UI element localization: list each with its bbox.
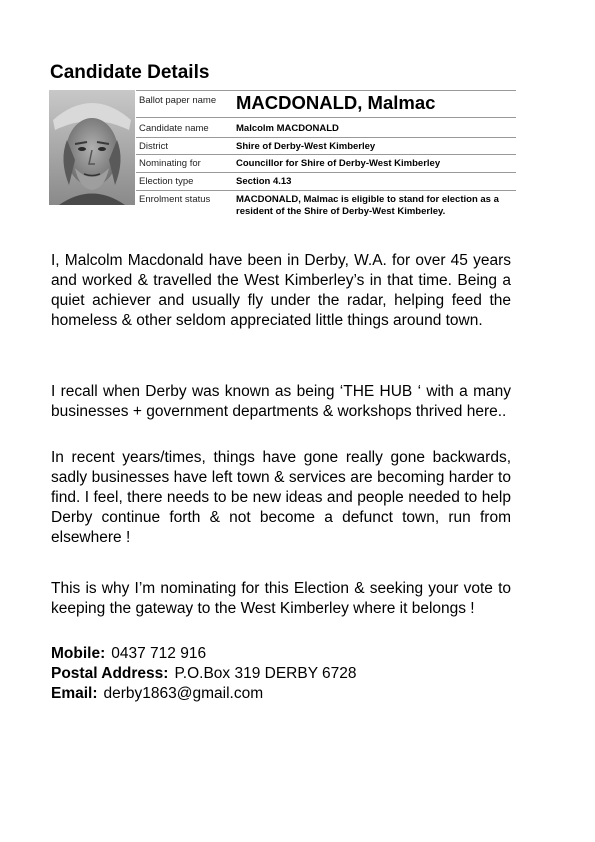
statement-paragraph-4: This is why I’m nominating for this Election & seeking your vote to keeping the gateway to the West Kimberley where it belongs ! bbox=[51, 580, 511, 617]
candidate-name-value: Malcolm MACDONALD bbox=[236, 123, 339, 134]
election-type-label: Election type bbox=[139, 176, 194, 187]
candidate-photo bbox=[49, 90, 135, 205]
nominating-for-value: Councillor for Shire of Derby-West Kimberley bbox=[236, 158, 441, 169]
page-title: Candidate Details bbox=[50, 62, 210, 83]
election-type-value: Section 4.13 bbox=[236, 176, 292, 187]
contact-email bbox=[51, 685, 263, 703]
contact-postal bbox=[51, 665, 357, 683]
contact-mobile bbox=[51, 645, 206, 663]
enrolment-status-label: Enrolment status bbox=[139, 194, 211, 205]
candidate-name-label: Candidate name bbox=[139, 123, 209, 134]
mobile-label: Mobile: bbox=[51, 645, 106, 662]
divider bbox=[136, 90, 516, 91]
email-value: derby1863@gmail.com bbox=[103, 685, 264, 702]
divider bbox=[136, 190, 516, 191]
divider bbox=[136, 117, 516, 118]
candidate-portrait-image bbox=[49, 90, 135, 205]
nominating-for-label: Nominating for bbox=[139, 158, 201, 169]
mobile-value: 0437 712 916 bbox=[111, 645, 207, 662]
statement-paragraph-1: I, Malcolm Macdonald have been in Derby, W.A. for over 45 years and worked & travelled the West Kimberley’s in that time. Being a quiet achiever and usually fly under the radar, helping feed the homeless & other seldom appreciated little things around town. bbox=[51, 252, 511, 329]
district-value: Shire of Derby-West Kimberley bbox=[236, 141, 376, 152]
statement-paragraph-2: I recall when Derby was known as being ‘THE HUB ‘ with a many businesses + government departments & workshops thrived here.. bbox=[51, 383, 511, 420]
ballot-paper-name-label: Ballot paper name bbox=[139, 95, 217, 106]
statement-paragraph-3: In recent years/times, things have gone really gone backwards, sadly businesses have left town & services are becoming harder to find. I feel, there needs to be new ideas and people needed to help Derby continue forth & not become a defunct town, run from elsewhere ! bbox=[51, 449, 511, 546]
postal-address-label: Postal Address: bbox=[51, 665, 169, 682]
district-label: District bbox=[139, 141, 169, 152]
divider bbox=[136, 137, 516, 138]
postal-address-value: P.O.Box 319 DERBY 6728 bbox=[174, 665, 357, 682]
divider bbox=[136, 172, 516, 173]
divider bbox=[136, 154, 516, 155]
email-label: Email: bbox=[51, 685, 98, 702]
ballot-paper-name-value: MACDONALD, Malmac bbox=[236, 92, 436, 113]
enrolment-status-value: MACDONALD, Malmac is eligible to stand for election as a resident of the Shire of Derby-West Kimberley. bbox=[236, 194, 499, 217]
